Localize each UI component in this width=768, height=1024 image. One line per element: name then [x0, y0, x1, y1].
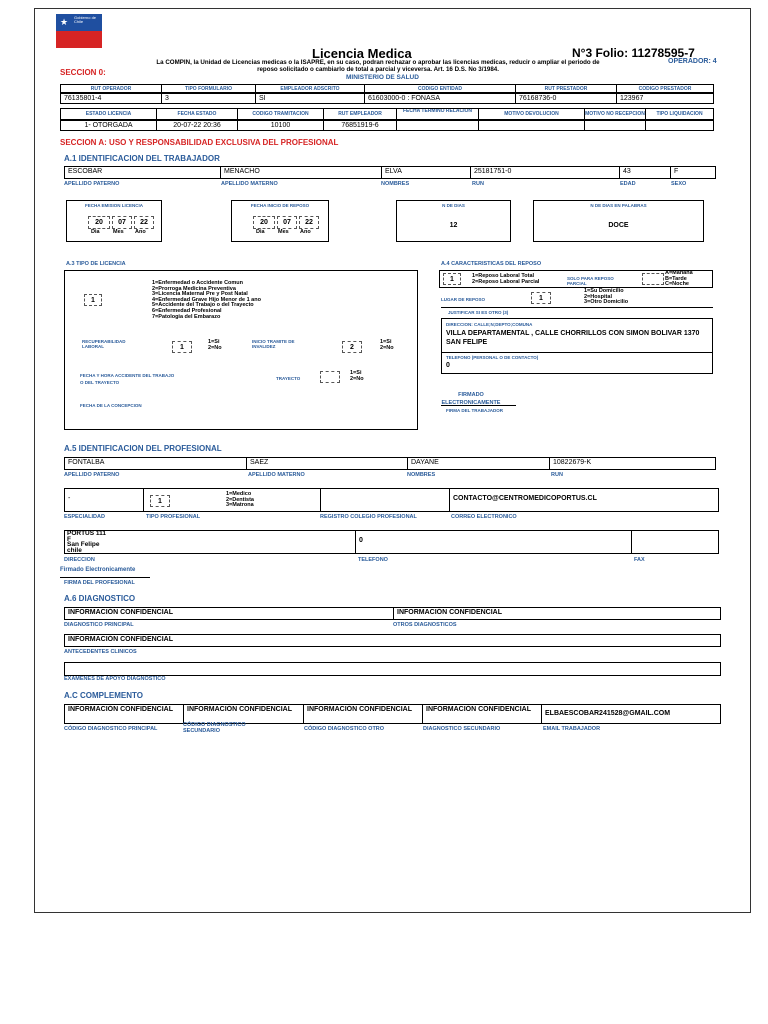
operador: OPERADOR: 4 [668, 58, 717, 65]
lugar-value: 1 [531, 292, 551, 304]
tipo-opt-1: 1=Medico [226, 491, 252, 497]
a4-parcial-value [642, 273, 664, 285]
page-title: Licencia Medica [312, 46, 412, 61]
opt-noche: C=Noche [665, 281, 689, 287]
worker-sexo: F [670, 166, 716, 179]
recup-si: 1=Si [208, 339, 220, 345]
lugar-opt-2: 2=Hospital [584, 293, 612, 300]
lbl-lugar-reposo: LUGAR DE REPOSO [441, 297, 486, 302]
diag-otros: INFORMACIÓN CONFIDENCIAL [393, 607, 721, 620]
antecedentes: INFORMACIÓN CONFIDENCIAL [64, 634, 721, 647]
lbl-tipo-profesional: TIPO PROFESIONAL [146, 514, 201, 520]
lbl-nombres: NOMBRES [381, 181, 410, 187]
hdr-tipo-formulario: TIPO FORMULARIO [161, 84, 256, 93]
notice: La COMPIN, la Unidad de Licencias medicas o la ISAPRE, en su caso, podran rechazar o aprobar las licencias medicas, reducir o ampliar el periodo de reposo solicitado o cambiarlo de total a parcial y viceversa. Art. 16 D.S. No 3/1984. [156, 59, 600, 73]
hdr-codigo-prestador: CODIGO PRESTADOR [616, 84, 714, 93]
inicio-dia: 20 [253, 216, 275, 229]
divider-telefono [441, 352, 713, 353]
val-rut-empleador: 76851919-6 [323, 120, 397, 131]
a5-title: A.5 IDENTIFICACION DEL PROFESIONAL [64, 444, 222, 453]
val-tipo-liquidacion [645, 120, 714, 131]
lbl-especialidad: ESPECIALIDAD [64, 514, 105, 520]
ac-codigo-principal: INFORMACIÓN CONFIDENCIAL [64, 704, 184, 724]
lbl-sexo: SEXO [671, 181, 687, 187]
val-fecha-termino [396, 120, 479, 131]
a3-opt-6: 6=Enfermedad Profesional [152, 307, 222, 314]
ac-diag-secundario: INFORMACIÓN CONFIDENCIAL [422, 704, 542, 724]
hdr-estado: ESTADO LICENCIA [60, 108, 157, 120]
ac-codigo-otro: INFORMACIÓN CONFIDENCIAL [303, 704, 423, 724]
inicio-mes: 07 [277, 216, 297, 229]
examenes [64, 662, 721, 676]
lugar-opt-1: 1=Su Domicilio [584, 288, 624, 294]
hdr-codigo-tramitacion: CODIGO TRAMITACION [237, 108, 324, 120]
a3-opt-3: 3=Licencia Maternal Pre y Post Natal [152, 291, 248, 298]
prof-correo: CONTACTO@CENTROMEDICOPORTUS.CL [449, 488, 719, 512]
worker-run: 25181751-0 [470, 166, 620, 179]
ministry: MINISTERIO DE SALUD [346, 74, 419, 81]
prof-run: 10822679-K [549, 457, 716, 470]
prof-nombres: DAYANE [407, 457, 550, 470]
a3-opt-4: 4=Enfermedad Grave Hijo Menor de 1 ano [152, 296, 261, 303]
lbl-prof-fax: FAX [634, 557, 645, 563]
lbl-diag-otros: OTROS DIAGNOSTICOS [393, 622, 457, 628]
lbl-registro-colegio: REGISTRO COLEGIO PROFESIONAL [320, 514, 417, 520]
hdr-codigo-entidad: CODIGO ENTIDAD [364, 84, 516, 93]
lbl-inicio-invalidez: INICIO TRAMITE DE INVALIDEZ [252, 339, 295, 349]
prof-direccion-box [64, 530, 356, 554]
prof-direccion-2: F [67, 535, 71, 543]
recup-no: 2=No [208, 345, 222, 351]
lbl-prof-telefono: TELEFONO [358, 557, 388, 563]
worker-apellido-materno: MENACHO [220, 166, 382, 179]
lbl-diag-principal: DIAGNOSTICO PRINCIPAL [64, 622, 134, 628]
lbl-run: RUN [472, 181, 484, 187]
lbl-firma-trabajador: FIRMA DEL TRABAJADOR [446, 408, 503, 413]
a1-title: A.1 IDENTIFICACION DEL TRABAJADOR [64, 154, 220, 163]
lbl-fecha-inicio: FECHA INICIO DE REPOSO [250, 203, 310, 208]
prof-tipo-opts [226, 492, 254, 509]
val-empleador: SI [255, 93, 365, 104]
val-rut-operador: 76135801-4 [60, 93, 162, 104]
a4-opt-1: 1=Reposo Laboral Total [472, 273, 535, 279]
trayecto-value [320, 371, 340, 383]
val-codigo-tramitacion: 10100 [237, 120, 324, 131]
lbl-n-dias-palabras: N DE DIAS EN PALABRAS [590, 203, 647, 208]
lbl-ac-codigo-principal: CÓDIGO DIAGNOSTICO PRINCIPAL [64, 726, 158, 732]
lbl-ac-email: EMAIL TRABAJADOR [543, 726, 601, 732]
firmado-profesional: Firmado Electronicamente [60, 567, 136, 573]
lbl-firma-profesional: FIRMA DEL PROFESIONAL [64, 580, 135, 586]
section0-title: SECCION 0: [60, 68, 106, 77]
recup-value: 1 [172, 341, 192, 353]
diag-principal: INFORMACIÓN CONFIDENCIAL [64, 607, 394, 620]
a4-direccion: VILLA DEPARTAMENTAL , CALLE CHORRILLOS CON SIMON BOLIVAR 1370 SAN FELIPE [446, 330, 700, 346]
inicio-ano: 22 [299, 216, 319, 229]
lbl-concepcion: FECHA DE LA CONCEPCION [80, 403, 142, 408]
lbl-prof-apellido-materno: APELLIDO MATERNO [248, 472, 305, 478]
a3-opts [152, 281, 261, 320]
opt-manana: A=Manana [665, 270, 693, 276]
lugar-opt-3: 3=Otro Domicilio [584, 299, 629, 305]
worker-apellido-paterno: ESCOBAR [64, 166, 221, 179]
hdr-rut-prestador: RUT PRESTADOR [515, 84, 617, 93]
a3-opt-7: 7=Patologia del Embarazo [152, 313, 221, 320]
ac-codigo-secundario: INFORMACIÓN CONFIDENCIAL [183, 704, 304, 724]
hdr-motivo-no-recepcion: MOTIVO NO RECEPCION [584, 108, 646, 120]
ac-title: A.C COMPLEMENTO [64, 691, 143, 700]
lbl-ac-diag-secundario: DIAGNOSTICO SECUNDARIO [423, 726, 501, 732]
inicio-invalidez-value: 2 [342, 341, 362, 353]
section-a-title: SECCION A: USO Y RESPONSABILIDAD EXCLUSIVA DEL PROFESIONAL [60, 138, 339, 147]
lbl-apellido-paterno: APELLIDO PATERNO [64, 181, 120, 187]
n-dias-value: 12 [449, 222, 458, 229]
val-motivo-no-recepcion [584, 120, 646, 131]
emision-mes: 07 [112, 216, 132, 229]
hdr-fecha-estado: FECHA ESTADO [156, 108, 238, 120]
lbl-prof-nombres: NOMBRES [407, 472, 436, 478]
n-dias-palabras-value: DOCE [608, 222, 629, 229]
a3-opt-2: 2=Prorroga Medicina Preventiva [152, 285, 236, 292]
a6-title: A.6 DIAGNOSTICO [64, 594, 136, 603]
val-estado: 1- OTORGADA [60, 120, 157, 131]
a3-opt-5: 5=Accidente del Trabajo o del Trayecto [152, 302, 254, 309]
inicio-dia-lbl: Dia [256, 229, 265, 235]
lbl-trayecto: TRAYECTO [276, 376, 301, 381]
emision-dia-lbl: Dia [91, 229, 100, 235]
val-codigo-entidad: 61603000-0 : FONASA [364, 93, 516, 104]
worker-nombres: ELVA [381, 166, 471, 179]
hdr-fecha-termino: FECHA TERMINO RELACION [396, 108, 479, 120]
gobierno-logo [56, 14, 102, 48]
a3-tipo-value: 1 [84, 294, 102, 306]
val-rut-prestador: 76168736-0 [515, 93, 617, 104]
lbl-correo: CORREO ELECTRONICO [451, 514, 517, 520]
trayecto-no: 2=No [350, 376, 364, 382]
trayecto-si: 1=Si [350, 370, 362, 376]
lugar-opts [584, 289, 628, 306]
firma-profesional-line [60, 577, 150, 578]
lbl-examenes: EXAMENES DE APOYO DIAGNOSTICO [64, 676, 166, 682]
prof-apellido-materno: SAEZ [246, 457, 408, 470]
prof-fax [631, 530, 719, 554]
lbl-apellido-materno: APELLIDO MATERNO [221, 181, 278, 187]
worker-edad: 43 [619, 166, 671, 179]
lbl-direccion: DIRECCION: CALLE;N;DEPTO;COMUNA [446, 322, 533, 327]
prof-direccion-3: San Felipe [67, 541, 100, 549]
emision-mes-lbl: Mes [113, 229, 124, 235]
hdr-rut-operador: RUT OPERADOR [60, 84, 162, 93]
lbl-fecha-emision: FECHA EMISION LICENCIA [84, 203, 144, 208]
lbl-fecha-accidente: FECHA Y HORA ACCIDENTE DEL TRABAJO O DEL TRAYECTO [80, 373, 175, 385]
firmado-trabajador: FIRMADO ELECTRONICAMENTE [441, 392, 501, 406]
prof-apellido-paterno: FONTALBA [64, 457, 247, 470]
emision-ano-lbl: Ano [135, 229, 146, 235]
tipo-opt-3: 3=Matrona [226, 502, 254, 508]
prof-direccion-4: chile [67, 546, 82, 554]
logo-text: Gobierno de Chile [74, 15, 97, 24]
prof-tipo-value: 1 [150, 495, 170, 507]
lbl-telefono-trabajador: TELEFONO (PERSONAL O DE CONTACTO) [446, 355, 539, 360]
lbl-prof-run: RUN [551, 472, 563, 478]
prof-direccion-1: PORTUS 111 [67, 530, 107, 537]
val-tipo-formulario: 3 [161, 93, 256, 104]
ac-email: ELBAESCOBAR241528@GMAIL.COM [541, 704, 721, 724]
inicio-ano-lbl: Ano [300, 229, 311, 235]
a4-telefono: 0 [446, 362, 450, 369]
val-fecha-estado: 20-07-22 20:36 [156, 120, 238, 131]
hdr-motivo-devolucion: MOTIVO DEVOLUCION [478, 108, 585, 120]
val-codigo-prestador: 123967 [616, 93, 714, 104]
hdr-empleador: EMPLEADOR ADSCRITO [255, 84, 365, 93]
a4-title: A.4 CARACTERISTICAS DEL REPOSO [441, 261, 542, 267]
star-icon: ★ [60, 17, 69, 27]
hdr-tipo-liquidacion: TIPO LIQUIDACION [645, 108, 714, 120]
prof-registro [320, 488, 450, 512]
inicio-mes-lbl: Mes [278, 229, 289, 235]
lbl-n-dias: N DE DIAS [442, 203, 465, 208]
prof-direccion [67, 531, 106, 553]
folio: N°3 Folio: 11278595-7 [572, 46, 695, 60]
lbl-edad: EDAD [620, 181, 636, 187]
lbl-ac-codigo-otro: CÓDIGO DIAGNOSTICO OTRO [304, 726, 385, 732]
prof-especialidad: - [64, 488, 144, 512]
lbl-justificar: JUSTIFICAR SI ES OTRO (3) [448, 310, 509, 315]
divider-lugar [441, 307, 713, 308]
emision-dia: 20 [88, 216, 110, 229]
invalidez-no: 2=No [380, 345, 394, 351]
lbl-solo-parcial: SOLO PARA REPOSO PARCIAL [567, 276, 614, 286]
a4-reposo-value: 1 [443, 273, 461, 285]
prof-telefono: 0 [355, 530, 632, 554]
lbl-ac-codigo-secundario: CÓDIGO DIAGNOSTICO SECUNDARIO [183, 722, 246, 734]
lbl-prof-direccion: DIRECCION [64, 557, 95, 563]
opt-tarde: B=Tarde [665, 275, 687, 282]
invalidez-si: 1=Si [380, 339, 392, 345]
a4-opt-2: 2=Reposo Laboral Parcial [472, 279, 540, 285]
emision-ano: 22 [134, 216, 154, 229]
val-motivo-devolucion [478, 120, 585, 131]
a3-opt-1: 1=Enfermedad o Accidente Comun [152, 280, 244, 286]
a4-tarde-opts [665, 271, 693, 288]
hdr-rut-empleador: RUT EMPLEADOR [323, 108, 397, 120]
lbl-antecedentes: ANTECEDENTES CLINICOS [64, 649, 137, 655]
firma-trabajador-line [441, 405, 516, 406]
lbl-prof-apellido-paterno: APELLIDO PATERNO [64, 472, 120, 478]
a3-title: A.3 TIPO DE LICENCIA [66, 261, 126, 267]
lbl-recuperabilidad: RECUPERABILIDAD LABORAL [82, 339, 126, 349]
tipo-opt-2: 2=Dentista [226, 496, 254, 503]
